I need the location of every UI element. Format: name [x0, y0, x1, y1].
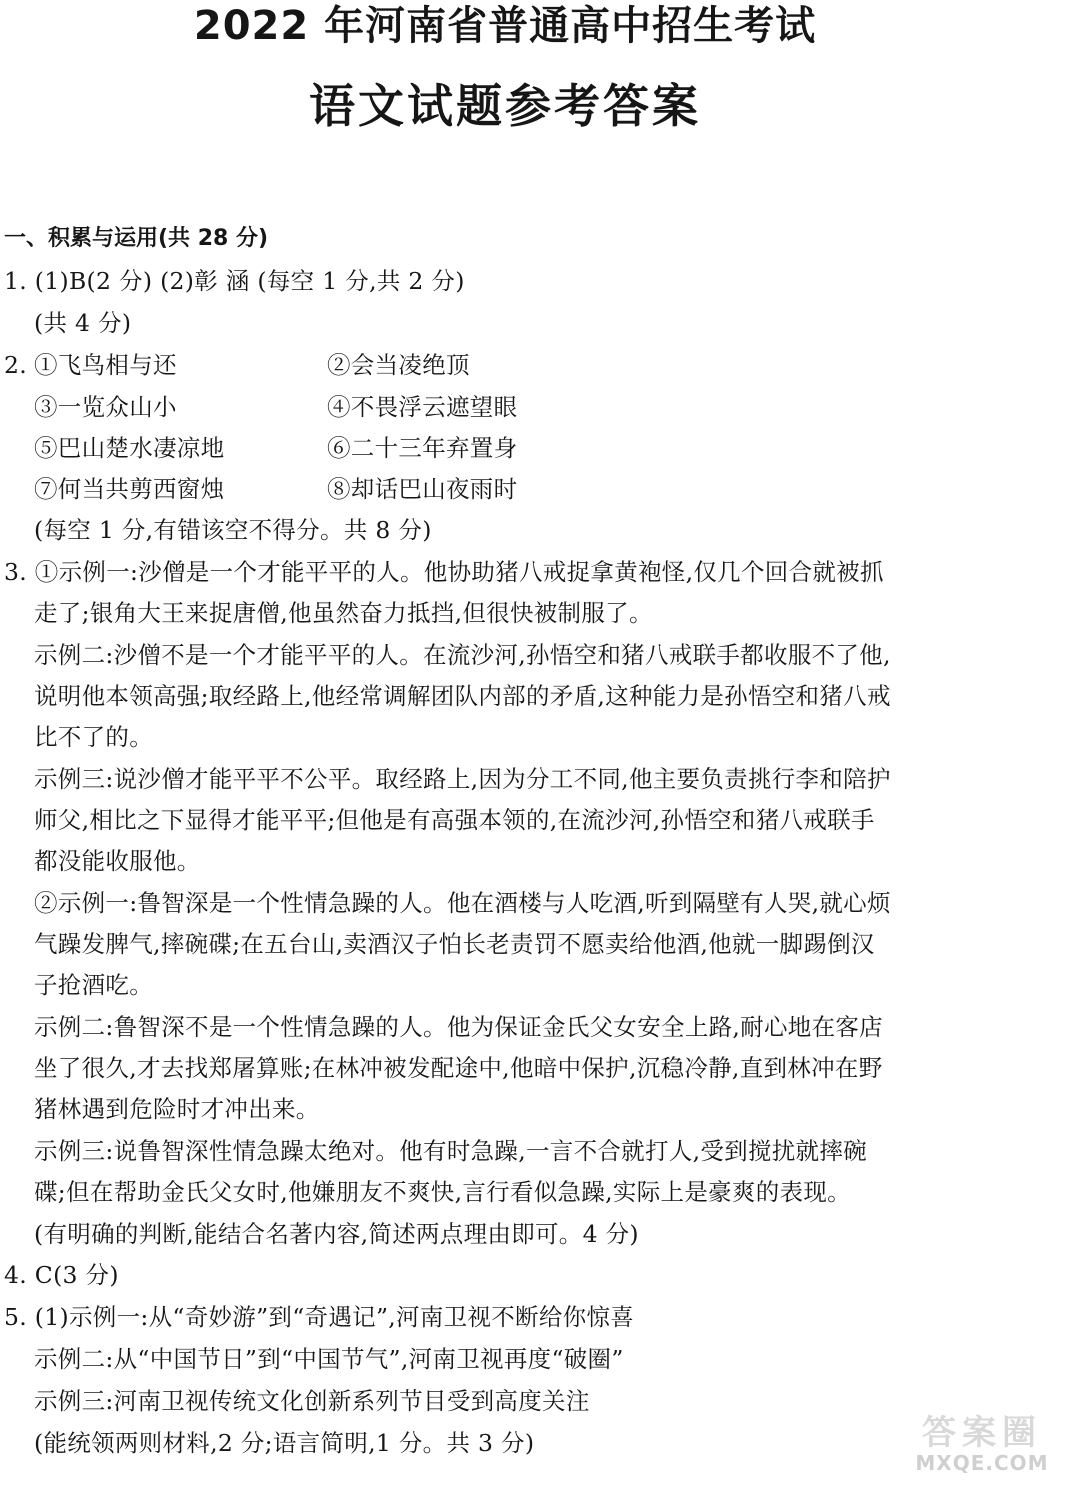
q2-note: (每空 1 分,有错该空不得分。共 8 分) — [34, 516, 432, 544]
q2-item-4: ④不畏浮云遮望眼 — [327, 393, 518, 421]
q3-line-13: 坐了很久,才去找郑屠算账;在林冲被发配途中,他暗中保护,沉稳冷静,直到林冲在野 — [34, 1054, 883, 1082]
q3-line-12: 示例二:鲁智深不是一个性情急躁的人。他为保证金氏父女安全上路,耐心地在客店 — [34, 1013, 883, 1041]
q5-line-3: 示例三:河南卫视传统文化创新系列节目受到高度关注 — [34, 1387, 590, 1415]
q3-line-6: 示例三:说沙僧才能平平不公平。取经路上,因为分工不同,他主要负责挑行李和陪护 — [34, 765, 891, 793]
q3-line-5: 比不了的。 — [34, 723, 153, 751]
q3-line-4: 说明他本领高强;取经路上,他经常调解团队内部的矛盾,这种能力是孙悟空和猪八戒 — [34, 682, 891, 710]
q5-line-4: (能统领两则材料,2 分;语言简明,1 分。共 3 分) — [34, 1429, 535, 1457]
q2-item-5: ⑤巴山楚水凄凉地 — [34, 434, 225, 462]
q2-item-2: ②会当凌绝顶 — [327, 351, 470, 379]
q3-line-1: 3. ①示例一:沙僧是一个才能平平的人。他协助猪八戒捉拿黄袍怪,仅几个回合就被抓 — [4, 558, 884, 586]
q5-line-2: 示例二:从“中国节日”到“中国节气”,河南卫视再度“破圈” — [34, 1345, 624, 1373]
q2-item-3: ③一览众山小 — [34, 393, 177, 421]
page-title: 2022 年河南省普通高中招生考试 — [193, 3, 817, 49]
q2-item-7: ⑦何当共剪西窗烛 — [34, 475, 225, 503]
q3-line-14: 猪林遇到危险时才冲出来。 — [34, 1095, 320, 1123]
q3-line-2: 走了;银角大王来捉唐僧,他虽然奋力抵挡,但很快被制服了。 — [34, 599, 653, 627]
q3-line-3: 示例二:沙僧不是一个才能平平的人。在流沙河,孙悟空和猪八戒联手都收服不了他, — [34, 641, 891, 669]
site-watermark — [892, 1405, 1072, 1475]
q3-line-9: ②示例一:鲁智深是一个性情急躁的人。他在酒楼与人吃酒,听到隔壁有人哭,就心烦 — [34, 889, 891, 917]
section-heading: 一、积累与运用(共 28 分) — [4, 226, 269, 251]
q3-line-10: 气躁发脾气,摔碗碟;在五台山,卖酒汉子怕长老责罚不愿卖给他酒,他就一脚踢倒汉 — [34, 930, 875, 958]
q3-line-11: 子抢酒吃。 — [34, 971, 153, 999]
q3-line-7: 师父,相比之下显得才能平平;但他是有高强本领的,在流沙河,孙悟空和猪八戒联手 — [34, 806, 875, 834]
q4-line: 4. C(3 分) — [4, 1261, 119, 1289]
q2-item-6: ⑥二十三年弃置身 — [327, 434, 518, 462]
q1-line-1: 1. (1)B(2 分) (2)彰 涵 (每空 1 分,共 2 分) — [4, 267, 465, 295]
watermark-url: MXQE.COM — [915, 1451, 1049, 1475]
watermark-logo: 答案圈 — [922, 1413, 1042, 1453]
q3-line-15: 示例三:说鲁智深性情急躁太绝对。他有时急躁,一言不合就打人,受到搅扰就摔碗 — [34, 1137, 867, 1165]
q2-item-8: ⑧却话巴山夜雨时 — [327, 475, 518, 503]
q3-line-16: 碟;但在帮助金氏父女时,他嫌朋友不爽快,言行看似急躁,实际上是豪爽的表现。 — [34, 1178, 851, 1206]
q3-line-17: (有明确的判断,能结合名著内容,简述两点理由即可。4 分) — [34, 1220, 639, 1248]
q1-line-2: (共 4 分) — [34, 309, 132, 337]
q2-number: 2. — [4, 351, 28, 379]
q5-line-1: 5. (1)示例一:从“奇妙游”到“奇遇记”,河南卫视不断给你惊喜 — [4, 1303, 635, 1331]
page-subtitle: 语文试题参考答案 — [309, 79, 701, 133]
q3-line-8: 都没能收服他。 — [34, 847, 201, 875]
q2-item-1: ①飞鸟相与还 — [34, 351, 177, 379]
